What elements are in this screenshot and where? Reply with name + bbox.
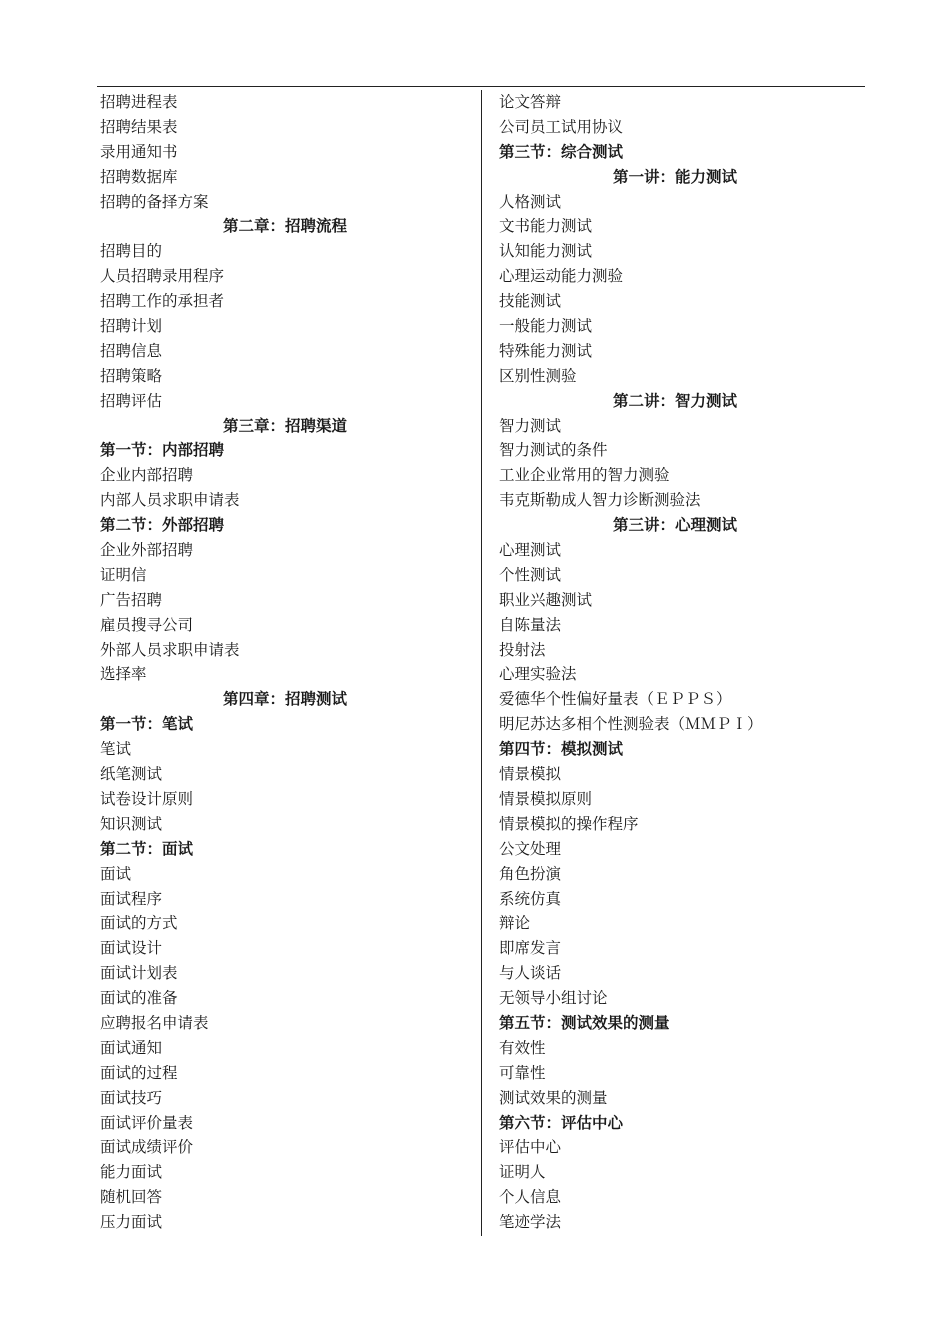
toc-item: 情景模拟原则 xyxy=(499,789,593,808)
toc-item: 外部人员求职申请表 xyxy=(100,640,240,659)
toc-item: 证明信 xyxy=(100,565,147,584)
toc-item: 投射法 xyxy=(499,640,546,659)
toc-item: 心理运动能力测验 xyxy=(499,267,624,286)
toc-item: 测试效果的测量 xyxy=(499,1088,608,1107)
toc-item: 招聘的备择方案 xyxy=(100,192,209,211)
toc-item: 智力测试 xyxy=(499,416,562,435)
toc-item: 招聘评估 xyxy=(100,391,163,410)
toc-item: 无领导小组讨论 xyxy=(499,989,608,1008)
toc-item: 认知能力测试 xyxy=(499,242,593,261)
section-heading: 第二节：外部招聘 xyxy=(100,515,225,535)
toc-item: 明尼苏达多相个性测验表（ＭＭＰＩ） xyxy=(499,715,763,734)
toc-item: 招聘数据库 xyxy=(100,167,178,186)
toc-item: 纸笔测试 xyxy=(100,765,163,784)
section-heading: 第六节：评估中心 xyxy=(499,1112,624,1132)
header-rule xyxy=(97,86,865,87)
toc-item: 选择率 xyxy=(100,665,147,684)
toc-item: 评估中心 xyxy=(499,1138,562,1157)
chapter-heading: 第一讲：能力测试 xyxy=(613,166,738,186)
toc-item: 面试评价量表 xyxy=(100,1113,194,1132)
toc-item: 论文答辩 xyxy=(499,93,562,111)
section-heading: 第五节：测试效果的测量 xyxy=(499,1012,670,1032)
toc-item: 内部人员求职申请表 xyxy=(100,491,240,510)
toc-item: 有效性 xyxy=(499,1038,546,1057)
chapter-heading: 第二章：招聘流程 xyxy=(222,216,347,236)
toc-item: 知识测试 xyxy=(100,814,163,833)
toc-item: 情景模拟的操作程序 xyxy=(499,814,639,833)
toc-item: 面试的方式 xyxy=(100,914,178,933)
toc-item: 爱德华个性偏好量表（ＥＰＰＳ） xyxy=(499,690,732,709)
toc-item: 面试程序 xyxy=(100,889,163,908)
toc-item: 区别性测验 xyxy=(499,366,577,385)
toc-item: 人员招聘录用程序 xyxy=(100,267,225,286)
toc-item: 心理测试 xyxy=(499,541,562,560)
toc-item: 人格测试 xyxy=(499,192,562,211)
toc-item: 技能测试 xyxy=(499,292,562,311)
chapter-heading: 第三讲：心理测试 xyxy=(613,515,738,535)
toc-item: 工业企业常用的智力测验 xyxy=(499,466,670,485)
toc-item: 即席发言 xyxy=(499,939,562,958)
toc-item: 压力面试 xyxy=(100,1213,163,1232)
toc-item: 个人信息 xyxy=(499,1188,562,1207)
toc-item: 自陈量法 xyxy=(499,615,562,634)
section-heading: 第一节：内部招聘 xyxy=(100,440,225,460)
toc-item: 招聘结果表 xyxy=(100,117,178,136)
toc-item: 招聘策略 xyxy=(100,366,163,385)
toc-item: 面试的过程 xyxy=(100,1063,178,1082)
toc-item: 雇员搜寻公司 xyxy=(100,615,194,634)
chapter-heading: 第四章：招聘测试 xyxy=(222,689,347,709)
toc-item: 证明人 xyxy=(499,1163,546,1182)
toc-item: 招聘计划 xyxy=(100,317,163,336)
chapter-heading: 第二讲：智力测试 xyxy=(613,390,738,410)
toc-item: 面试技巧 xyxy=(100,1088,163,1107)
toc-item: 特殊能力测试 xyxy=(499,341,593,360)
toc-item: 招聘工作的承担者 xyxy=(100,292,225,311)
toc-item: 韦克斯勒成人智力诊断测验法 xyxy=(499,491,701,510)
toc-item: 面试 xyxy=(100,864,132,883)
toc-item: 公司员工试用协议 xyxy=(499,117,624,136)
toc-item: 企业内部招聘 xyxy=(100,466,194,485)
toc-item: 招聘目的 xyxy=(100,242,163,261)
toc-item: 企业外部招聘 xyxy=(100,541,194,560)
toc-item: 试卷设计原则 xyxy=(100,789,194,808)
toc-item: 录用通知书 xyxy=(100,142,178,161)
toc-item: 个性测试 xyxy=(499,565,562,584)
toc-item: 招聘信息 xyxy=(100,341,163,360)
toc-item: 应聘报名申请表 xyxy=(100,1013,209,1032)
toc-item: 情景模拟 xyxy=(499,765,562,784)
toc-item: 与人谈话 xyxy=(499,964,562,983)
column-divider xyxy=(481,90,482,1236)
section-heading: 第四节：模拟测试 xyxy=(499,739,624,759)
toc-item: 随机回答 xyxy=(100,1188,163,1207)
toc-item: 广告招聘 xyxy=(100,590,163,609)
toc-item: 笔迹学法 xyxy=(499,1213,562,1232)
left-column xyxy=(100,90,470,1235)
toc-item: 可靠性 xyxy=(499,1063,546,1082)
toc-item: 文书能力测试 xyxy=(499,217,593,236)
toc-item: 角色扮演 xyxy=(499,864,562,883)
toc-item: 公文处理 xyxy=(499,839,562,858)
section-heading: 第二节：面试 xyxy=(100,838,194,858)
toc-item: 一般能力测试 xyxy=(499,317,593,336)
toc-item: 能力面试 xyxy=(100,1163,163,1182)
chapter-heading: 第三章：招聘渠道 xyxy=(222,415,347,435)
section-heading: 第一节：笔试 xyxy=(100,714,194,734)
toc-item: 系统仿真 xyxy=(499,889,562,908)
toc-item: 招聘进程表 xyxy=(100,93,178,111)
toc-item: 面试通知 xyxy=(100,1038,163,1057)
toc-item: 面试的准备 xyxy=(100,989,178,1008)
toc-item: 职业兴趣测试 xyxy=(499,590,593,609)
toc-item: 面试设计 xyxy=(100,939,163,958)
toc-item: 智力测试的条件 xyxy=(499,441,608,460)
toc-item: 辩论 xyxy=(499,914,531,933)
right-column xyxy=(499,90,854,1235)
toc-item: 心理实验法 xyxy=(499,665,577,684)
section-heading: 第三节：综合测试 xyxy=(499,141,624,161)
toc-item: 面试计划表 xyxy=(100,964,178,983)
toc-item: 面试成绩评价 xyxy=(100,1138,194,1157)
toc-item: 笔试 xyxy=(100,740,132,759)
